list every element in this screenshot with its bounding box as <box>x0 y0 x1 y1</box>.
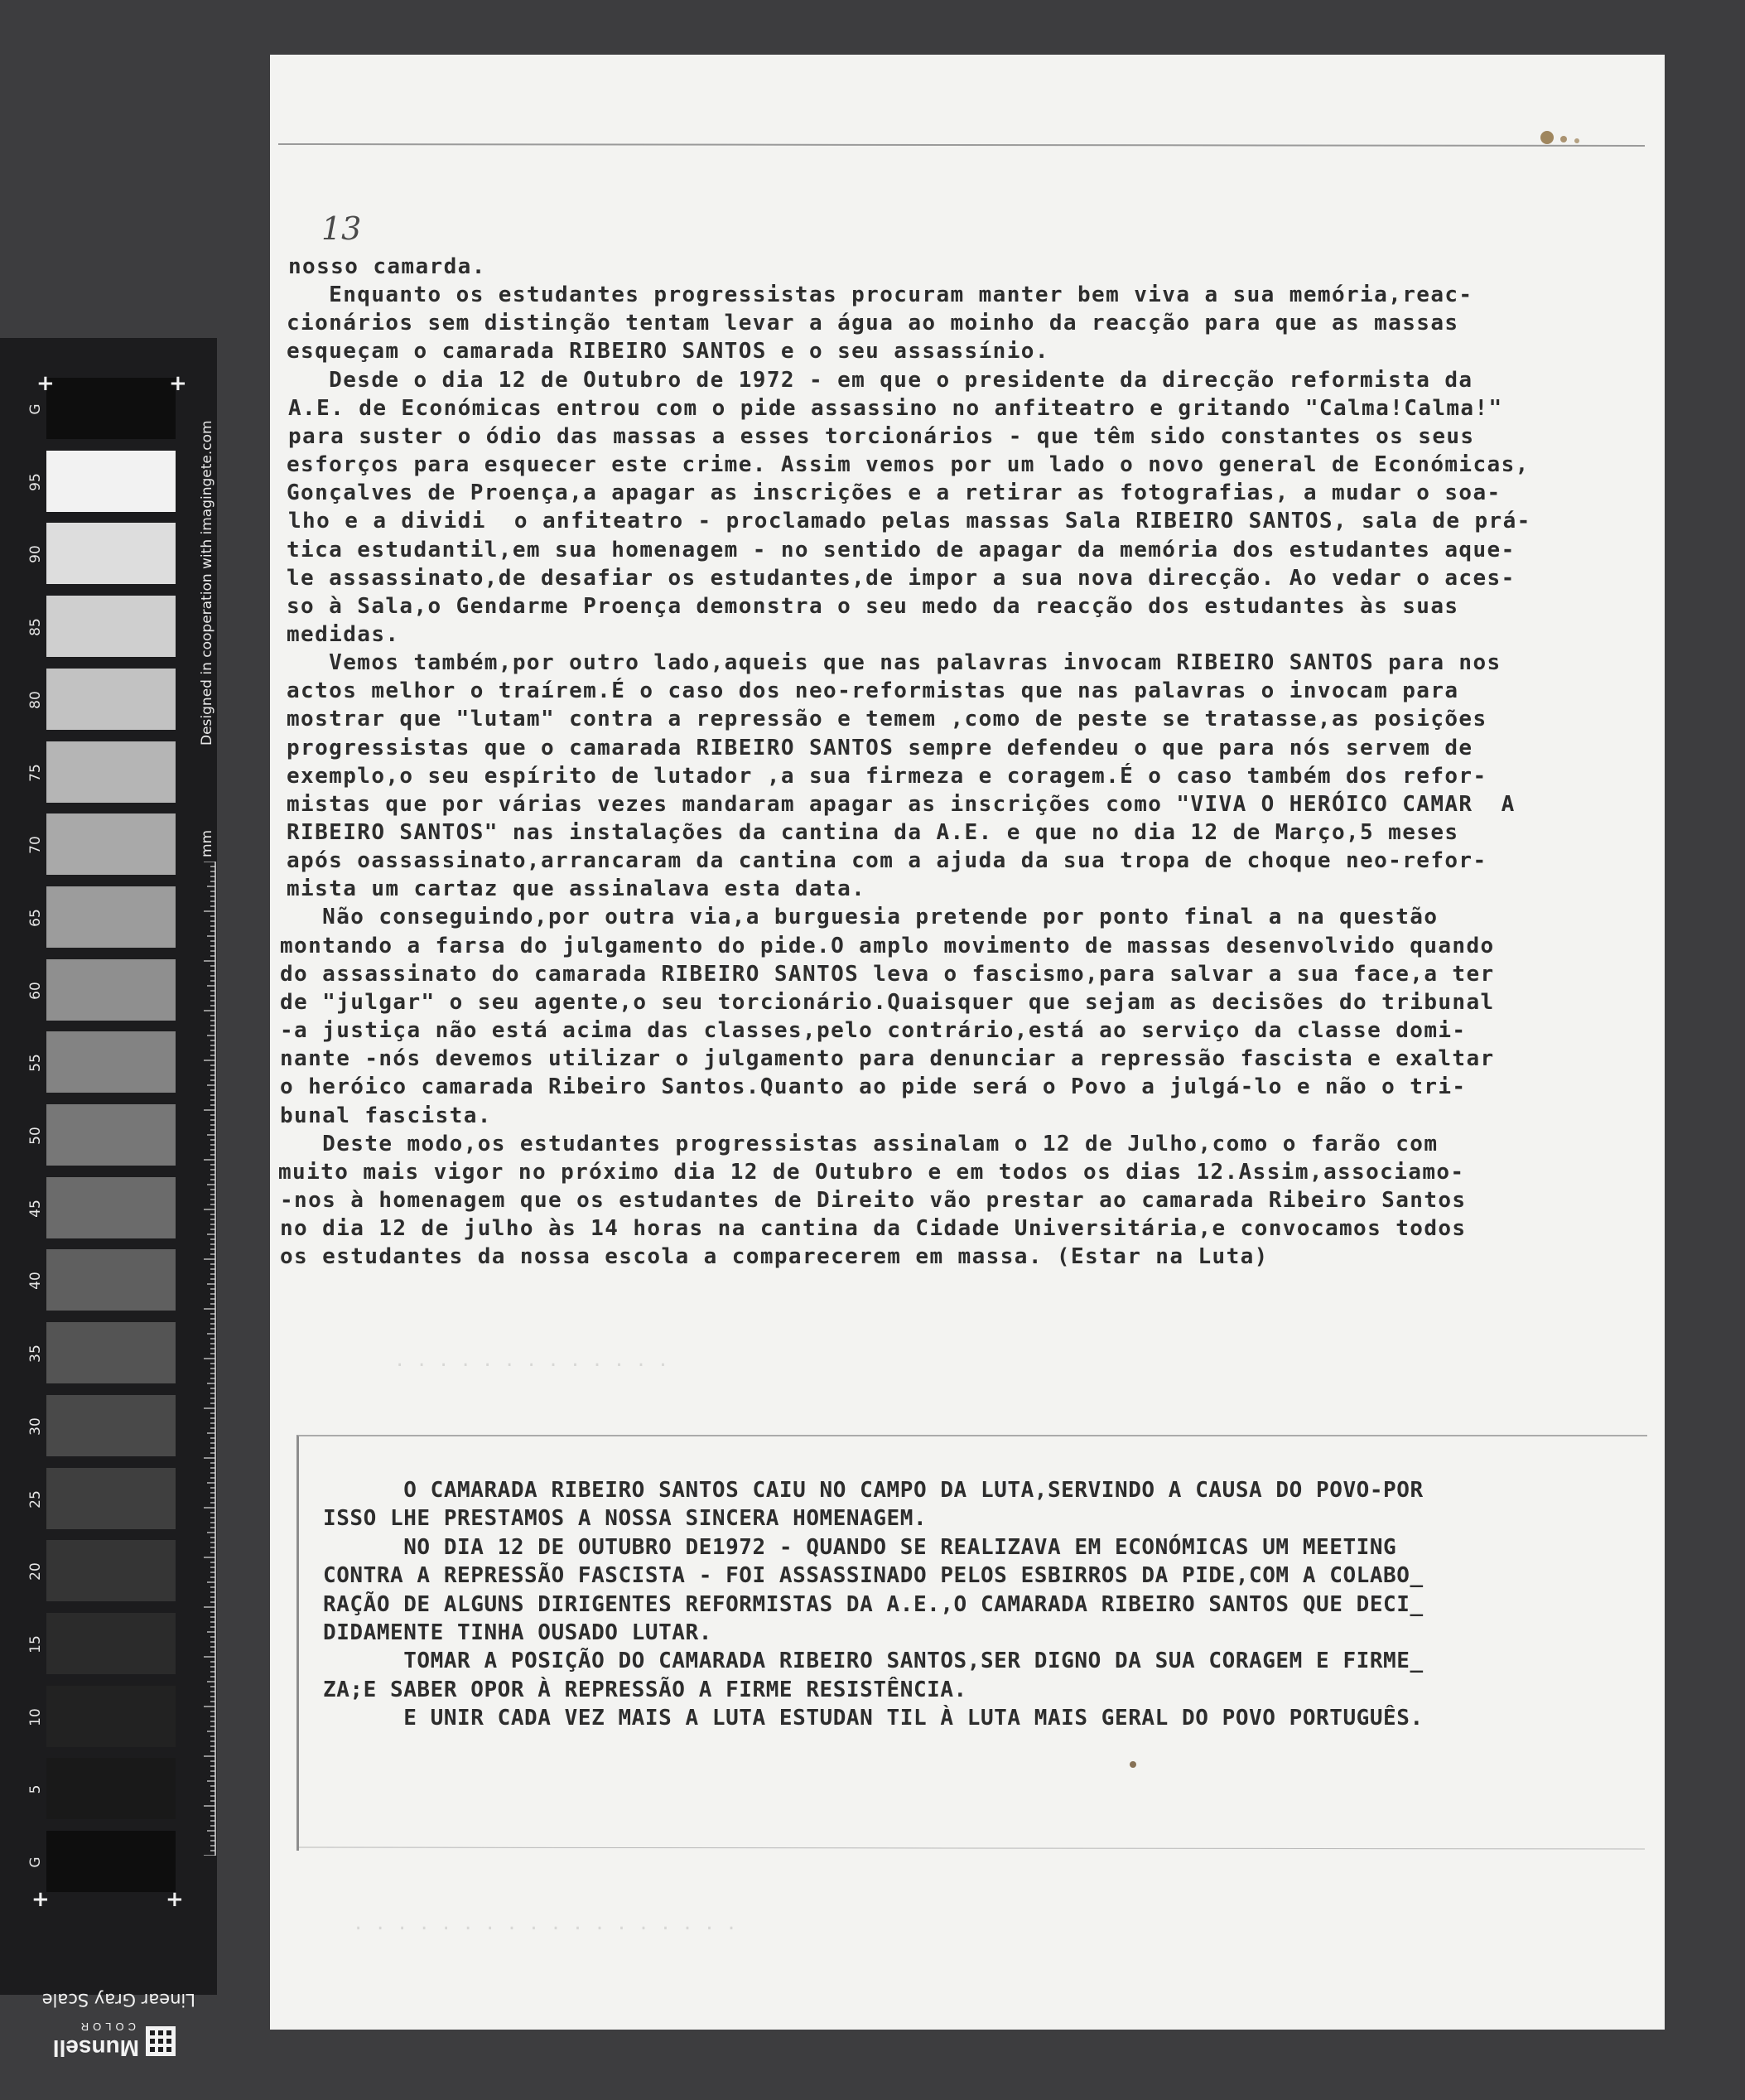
text-line: lho e a dividi o anfiteatro - proclamado pelas massas Sala RIBEIRO SANTOS, sala de prá- <box>288 509 1531 534</box>
box-text-line: TOMAR A POSIÇÃO DO CAMARADA RIBEIRO SANTOS,SER DIGNO DA SUA CORAGEM E FIRME_ <box>323 1649 1424 1674</box>
scale-label: G <box>27 403 44 415</box>
text-line: tica estudantil,em sua homenagem - no sentido de apagar da memória dos estudantes aque- <box>287 537 1516 562</box>
document-page <box>270 55 1665 2030</box>
scale-label: 40 <box>27 1272 44 1291</box>
gray-scale-card <box>0 338 217 1995</box>
box-text-line: RAÇÃO DE ALGUNS DIRIGENTES REFORMISTAS DA A.E.,O CAMARADA RIBEIRO SANTOS QUE DECI_ <box>323 1591 1424 1617</box>
text-line: cionários sem distinção tentam levar a água ao moinho da reacção para que as massas <box>287 311 1459 336</box>
text-line: -a justiça não está acima das classes,pelo contrário,está ao serviço da classe domi- <box>280 1018 1467 1044</box>
text-line: Desde o dia 12 de Outubro de 1972 - em que o presidente da direcção reformista da <box>287 367 1473 393</box>
text-line: RIBEIRO SANTOS" nas instalações da cantina da A.E. e que no dia 12 de Março,5 meses <box>287 820 1459 845</box>
text-line: le assassinato,de desafiar os estudantes,de impor a sua nova direcção. Ao vedar o aces- <box>287 565 1516 591</box>
gray-patch <box>46 1540 176 1601</box>
text-line: mista um cartaz que assinalava esta data. <box>287 876 866 902</box>
text-line: mostrar que "lutam" contra a repressão e temem ,como de peste se tratasse,as posições <box>287 707 1487 732</box>
gray-patch <box>46 378 176 439</box>
scale-label: 90 <box>27 545 44 564</box>
scale-label: 30 <box>27 1417 44 1436</box>
registration-mark: + <box>36 371 55 396</box>
box-text-line: NO DIA 12 DE OUTUBRO DE1972 - QUANDO SE REALIZAVA EM ECONÓMICAS UM MEETING <box>323 1534 1397 1560</box>
scale-label: 20 <box>27 1562 44 1581</box>
box-text-line: ISSO LHE PRESTAMOS A NOSSA SINCERA HOMENAGEM. <box>323 1506 928 1532</box>
gray-patch <box>46 1031 176 1093</box>
text-line: esforços para esquecer este crime. Assim vemos por um lado o novo general de Económicas, <box>287 452 1530 478</box>
text-line: bunal fascista. <box>280 1103 492 1128</box>
text-line: medidas. <box>287 621 400 647</box>
scale-label: 60 <box>27 981 44 1000</box>
box-text-line: DIDAMENTE TINHA OUSADO LUTAR. <box>323 1620 712 1645</box>
text-line: exemplo,o seu espírito de lutador ,a sua firmeza e coragem.É o caso também dos refor- <box>287 763 1487 789</box>
scale-label: 80 <box>27 690 44 709</box>
gray-patch <box>46 1758 176 1819</box>
text-line: do assassinato do camarada RIBEIRO SANTOS leva o fascismo,para salvar a sua face,a ter <box>280 961 1495 987</box>
scale-label: 25 <box>27 1489 44 1509</box>
scale-label: 95 <box>27 472 44 491</box>
scale-title: Linear Gray Scale <box>41 1990 195 2010</box>
mm-ruler <box>200 862 217 1856</box>
bleed-through-mark: · · · · · · · · · · · · · · · · · · <box>353 1919 737 1939</box>
text-line: após oassassinato,arrancaram da cantina com a ajuda da sua tropa de choque neo-refor- <box>287 848 1487 874</box>
gray-patch <box>46 1831 176 1892</box>
ruler-unit-label: mm <box>199 829 215 857</box>
text-line: os estudantes da nossa escola a comparecerem em massa. (Estar na Luta) <box>280 1244 1269 1270</box>
box-text-line: ZA;E SABER OPOR À REPRESSÃO A FIRME RESISTÊNCIA. <box>323 1677 967 1702</box>
gray-patch <box>46 669 176 730</box>
gray-patch <box>46 813 176 875</box>
text-line: mistas que por várias vezes mandaram apagar as inscrições como "VIVA O HERÓICO CAMAR A <box>287 791 1516 817</box>
gray-patch <box>46 523 176 584</box>
text-line: muito mais vigor no próximo dia 12 de Outubro e em todos os dias 12.Assim,associamo- <box>278 1159 1465 1185</box>
gray-patch <box>46 1613 176 1674</box>
registration-mark: + <box>166 1887 184 1912</box>
text-line: de "julgar" o seu agente,o seu torcionário.Quaisquer que sejam as decisões do tribunal <box>280 989 1495 1015</box>
text-line: para suster o ódio das massas a esses torcionários - que têm sido constantes os seus <box>288 423 1475 449</box>
brand-subtitle: COLOR <box>76 2020 136 2033</box>
scale-label: 55 <box>27 1054 44 1073</box>
scale-label: 50 <box>27 1127 44 1145</box>
gray-patch <box>46 886 176 948</box>
text-line: no dia 12 de julho às 14 horas na cantina da Cidade Universitária,e convocamos todos <box>280 1216 1467 1242</box>
gray-patch <box>46 959 176 1021</box>
scale-label: 85 <box>27 618 44 636</box>
text-line: Gonçalves de Proença,a apagar as inscrições e a retirar as fotografias, a mudar o soa- <box>287 480 1502 506</box>
text-line: o heróico camarada Ribeiro Santos.Quanto ao pide será o Povo a julgá-lo e não o tri- <box>280 1074 1467 1100</box>
box-text-line: O CAMARADA RIBEIRO SANTOS CAIU NO CAMPO DA LUTA,SERVINDO A CAUSA DO POVO-POR <box>323 1478 1424 1503</box>
text-line: nante -nós devemos utilizar o julgamento para denunciar a repressão fascista e exaltar <box>280 1046 1495 1072</box>
text-line: Enquanto os estudantes progressistas procuram manter bem viva a sua memória,reac- <box>287 282 1473 308</box>
registration-mark: + <box>169 371 187 396</box>
text-line: actos melhor o traírem.É o caso dos neo-reformistas que nas palavras o invocam para <box>287 678 1459 704</box>
bleed-through-mark: · · · · · · · · · · · · · <box>394 1355 669 1376</box>
scale-credit: Designed in cooperation with imagingete.com <box>199 420 215 746</box>
text-line: progressistas que o camarada RIBEIRO SANTOS sempre defendeu o que para nós servem de <box>287 735 1473 760</box>
gray-patch <box>46 1468 176 1529</box>
text-line: nosso camarda. <box>288 254 486 279</box>
scale-label: 65 <box>27 909 44 927</box>
text-line: Não conseguindo,por outra via,a burguesia pretende por ponto final a na questão <box>280 905 1439 930</box>
text-line: Deste modo,os estudantes progressistas assinalam o 12 de Julho,como o farão com <box>280 1131 1439 1156</box>
scale-label: 10 <box>27 1707 44 1726</box>
text-line: -nos à homenagem que os estudantes de Direito vão prestar ao camarada Ribeiro Santos <box>280 1187 1467 1213</box>
gray-patch <box>46 1686 176 1747</box>
scale-label: 45 <box>27 1199 44 1218</box>
page-number: 13 <box>321 210 362 247</box>
gray-patch <box>46 1395 176 1456</box>
gray-patch <box>46 1177 176 1238</box>
gray-patch <box>46 741 176 803</box>
text-line: Vemos também,por outro lado,aqueis que nas palavras invocam RIBEIRO SANTOS para nos <box>287 650 1502 676</box>
brand-name: Munsell <box>52 2035 139 2061</box>
munsell-logo <box>43 2013 176 2063</box>
scale-label: 15 <box>27 1635 44 1653</box>
gray-patch <box>46 596 176 657</box>
text-line: esqueçam o camarada RIBEIRO SANTOS e o seu assassínio. <box>287 339 1049 364</box>
text-line: A.E. de Económicas entrou com o pide assassino no anfiteatro e gritando "Calma!Calma!" <box>288 395 1503 421</box>
gray-patch <box>46 1104 176 1166</box>
scale-label: 35 <box>27 1344 44 1363</box>
scale-label: 5 <box>27 1784 44 1794</box>
gray-patch <box>46 451 176 512</box>
gray-patch <box>46 1249 176 1311</box>
munsell-grid-icon <box>146 2026 176 2056</box>
text-line: so à Sala,o Gendarme Proença demonstra o seu medo da reacção dos estudantes às suas <box>287 593 1459 619</box>
text-line: montando a farsa do julgamento do pide.O amplo movimento de massas desenvolvido quando <box>280 933 1495 958</box>
registration-mark: + <box>31 1887 50 1912</box>
scale-label: 75 <box>27 763 44 782</box>
box-text-line: CONTRA A REPRESSÃO FASCISTA - FOI ASSASSINADO PELOS ESBIRROS DA PIDE,COM A COLABO_ <box>323 1563 1424 1589</box>
box-text-line: E UNIR CADA VEZ MAIS A LUTA ESTUDAN TIL À LUTA MAIS GERAL DO POVO PORTUGUÊS. <box>323 1706 1424 1731</box>
scale-label: G <box>27 1856 44 1868</box>
scale-label: 70 <box>27 836 44 855</box>
gray-patch <box>46 1322 176 1383</box>
